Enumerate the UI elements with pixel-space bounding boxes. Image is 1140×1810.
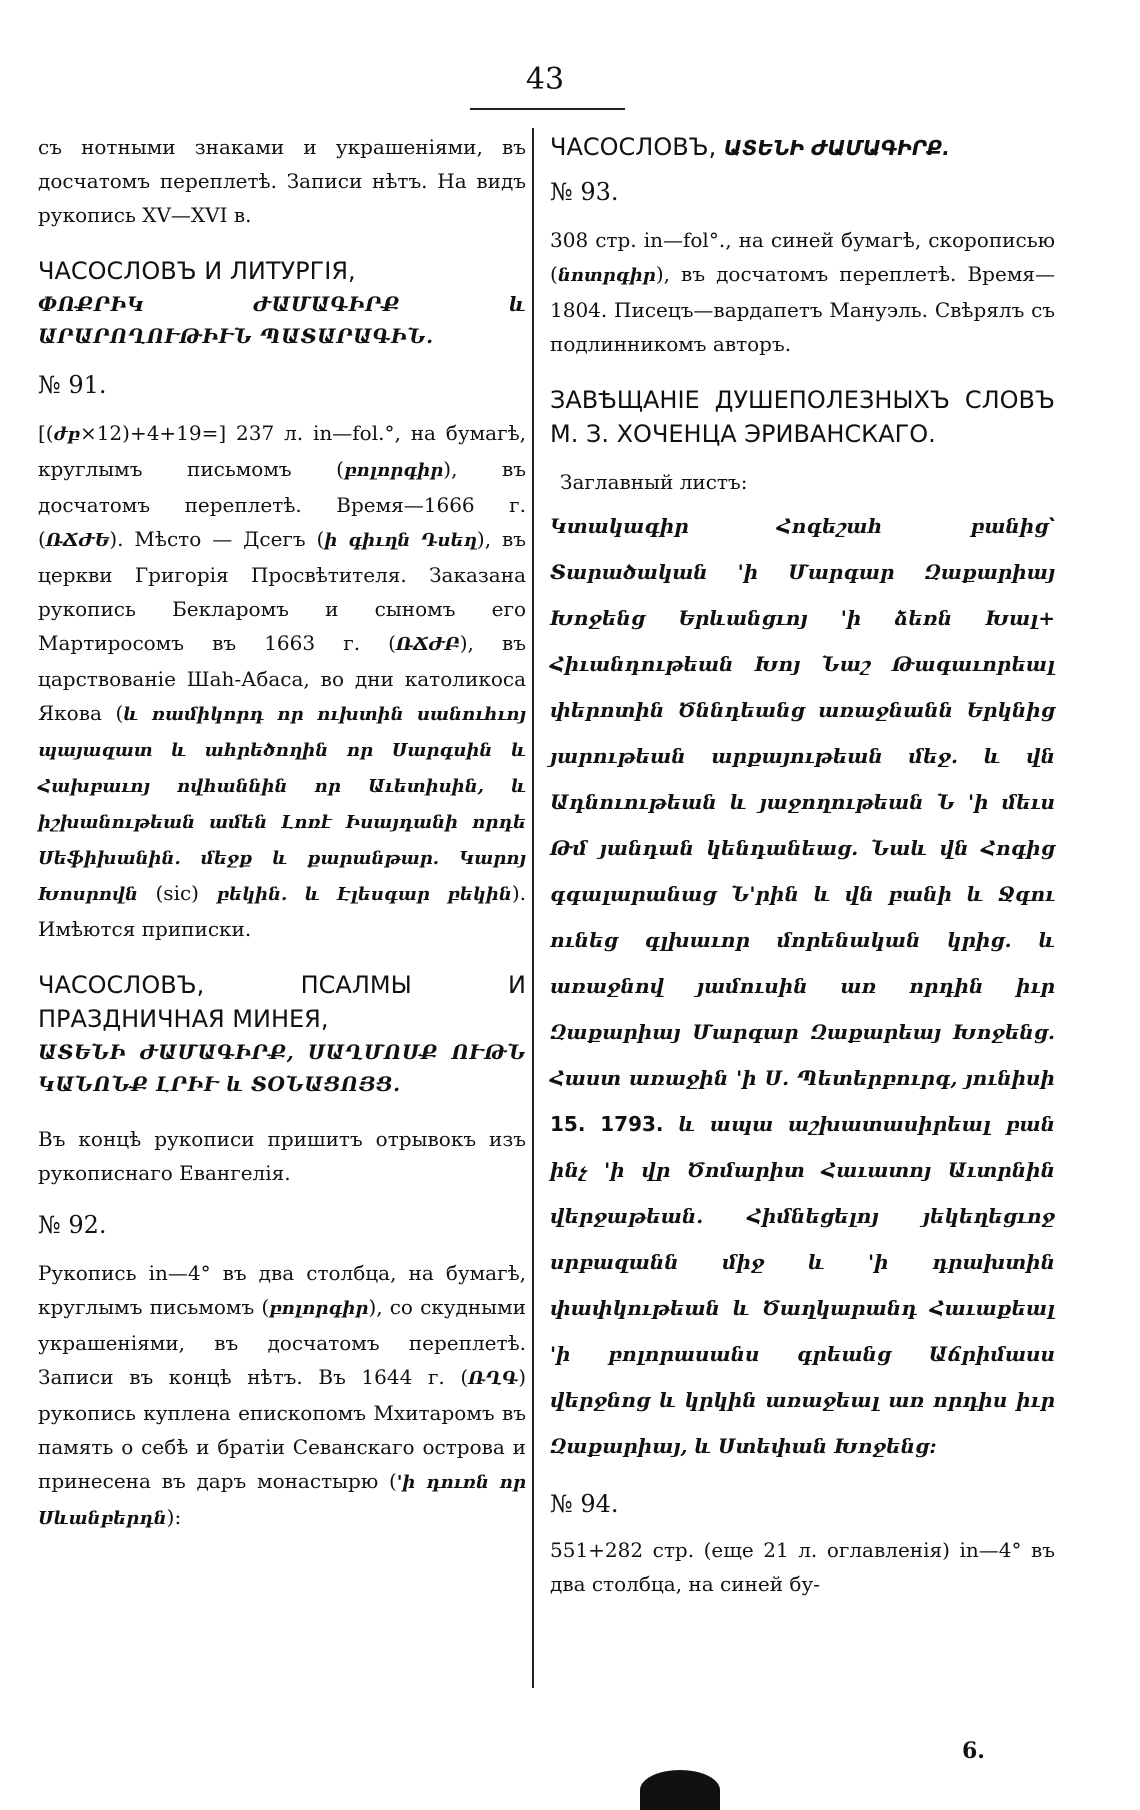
signature-mark: 6.	[962, 1738, 985, 1764]
entry-93-heading-armenian: ԱՏԵՆԻ ԺԱՄԱԳԻՐՔ.	[723, 136, 950, 160]
entry-91-text: ), въ царствованіе Шаh-Абаса, во дни католикоса Якова (	[38, 631, 526, 725]
entry-92-number: № 92.	[38, 1211, 107, 1239]
entry-92-text: ):	[166, 1505, 182, 1529]
entry-92-description	[38, 1256, 526, 1536]
armenian-inline: և ռամիկորդ որ ուխտին սանուհւոյ պայազատ և ահրեծողին որ Սարգսին և Հախբաւոյ ովհաննին որ Աւետիսին, և իշխանութեան ամեն Լոռէ Իսայդանի որդե Սեֆիխանին. մեջք և քարանթար. Կարոյ Խոսրովն	[38, 704, 526, 905]
entry-91-text: ). Мѣсто — Дсегъ (	[109, 527, 325, 551]
armenian-block-2: և ապա աշխատասիրեալ բան ինչ 'ի վր Ծոմարիտ Հաւատոյ Աւտրնին վերջաթեան. Հիմնեցելոյ յեկեղեցւոջ սրբազանն միջ և 'ի դրախտին փափկութեան և Ծաղկարանդ Հաւաքեալ 'ի բոլորասանս գրեանց Աճրիմասս վերջնոց և կրկին առաջեալ առ որդիս իւր Զաքարիայ, և Ստեփան Խոջենց:	[550, 1112, 1055, 1458]
entry-91-text: [(	[38, 421, 54, 445]
page-number: 43	[525, 62, 565, 97]
armenian-inline: բեկին. և Էլեսգար բեկին	[216, 884, 512, 905]
entry-93-text: 308 стр. in—fol°., на синей бумагѣ, скорописью (	[550, 228, 1055, 286]
entry-93-description	[550, 223, 1055, 361]
entry-91-text: ). Имѣются приписки.	[38, 881, 526, 941]
entry-92-text: ), со скудными украшеніями, въ досчатомъ переплетѣ. Записи въ концѣ нѣтъ. Въ 1644 г. (	[38, 1295, 526, 1389]
column-divider	[532, 128, 534, 1688]
entry-91-text: (sic)	[138, 881, 217, 905]
entry-91-description	[38, 416, 526, 946]
entry-92-text: ) рукопись куплена епископомъ Мхитаромъ въ память о себѣ и братіи Севанскаго острова и принесена въ даръ монастырю (	[38, 1365, 526, 1493]
entry-93-number: № 93.	[550, 178, 619, 206]
armenian-inline: ՌՃԺԲ	[395, 634, 460, 655]
armenian-inline: ՌՃԺԵ	[45, 530, 110, 551]
entry-91-number: № 91.	[38, 371, 107, 399]
armenian-inline: բոլորգիր	[269, 1298, 369, 1319]
entry-91-text: ), въ досчатомъ переплетѣ. Время—1666 г. (	[38, 457, 526, 551]
entry-94-number: № 94.	[550, 1490, 619, 1518]
armenian-inline: 'ի դուռն որ Սևանբերդն	[38, 1472, 526, 1529]
armenian-inline: ժբ	[53, 424, 80, 445]
ink-blot	[640, 1770, 720, 1810]
entry-92-note: Въ концѣ рукописи пришитъ отрывокъ изъ рукописнаго Евангелія.	[38, 1127, 526, 1185]
armenian-inline: ՌՂԳ	[468, 1368, 519, 1389]
armenian-inline: ի գիւղն Դսեղ	[324, 530, 477, 551]
armenian-inline: նոտրգիր	[557, 265, 656, 286]
entry-92-heading: ЧАСОСЛОВЪ, ПСАЛМЫ И ПРАЗДНИЧНАЯ МИНЕЯ,	[38, 971, 526, 1033]
entry-91-text: ), въ церкви Григорія Просвѣтителя. Заказана рукопись Бекларомъ и сыномъ его Мартиросомъ въ 1663 г. (	[38, 527, 526, 655]
armenian-date: 15. 1793.	[550, 1112, 664, 1136]
armenian-title-page-text	[550, 503, 1055, 1469]
left-column	[38, 130, 526, 1536]
right-column	[550, 130, 1055, 1601]
entry-92-armenian-title: ԱՏԵՆԻ ԺԱՄԱԳԻՐՔ, ՍԱՂՄՈՍՔ ՈՒԹՆ ԿԱՆՈՆՔ ԼՐԻՒ և ՏՕՆԱՑՈՅՑ.	[38, 1040, 526, 1096]
title-page-label: Заглавный листъ:	[560, 470, 748, 494]
testament-heading: ЗАВѢЩАНІЕ ДУШЕПОЛЕЗНЫХЪ СЛОВЪ М. З. ХОЧЕНЦА ЭРИВАНСКАГО.	[550, 386, 1055, 448]
entry-94-description: 551+282 стр. (еще 21 л. оглавленія) in—4° въ два столбца, на синей бу-	[550, 1538, 1055, 1596]
entry-91-heading: ЧАСОСЛОВЪ И ЛИТУРГІЯ,	[38, 257, 356, 285]
continuation-paragraph: съ нотными знаками и украшеніями, въ досчатомъ переплетѣ. Записи нѣтъ. На видъ рукопись XV—XVI в.	[38, 135, 526, 227]
entry-93-heading-russian: ЧАСОСЛОВЪ,	[550, 133, 724, 161]
entry-91-text: ×12)+4+19=] 237 л. in—fol.°, на бумагѣ, круглымъ письмомъ (	[38, 421, 526, 481]
entry-93-text: ), въ досчатомъ переплетѣ. Время—1804. Писецъ—вардапетъ Мануэль. Свѣрялъ съ подлинникомъ авторъ.	[550, 262, 1055, 356]
entry-91-armenian-title: ՓՈՔՐԻԿ ԺԱՄԱԳԻՐՔ և ԱՐԱՐՈՂՈՒԹԻՒՆ ՊԱՏԱՐԱԳԻՆ.	[38, 292, 526, 348]
armenian-inline: բոլորգիր	[343, 460, 444, 481]
entry-93-heading	[550, 130, 1055, 165]
header-rule	[470, 108, 625, 110]
armenian-block-1: Կտակագիր Հոգեշահ բանից՝ Տարածական 'ի Մարգար Զաքարիայ Խոջենց Երևանցւոյ 'ի ձեռն Խալ+ Հիւանդութեան Խոյ Նաշ Թագաւորեալ փերոտին Ծննդեանց առաջնանն Երկնից յարութեան արքայութեան մեջ. և վն Ադնուութեան և յաջողութեան Ն 'ի մեւս Թմ յանդան կենդանեաց. Նաև վն Հոգից գգալարանաց Ն'րին և վն բանի և Ջգու ունեց գլխաւոր մորենական կրից. և առաջնով յամուսին առ որդին իւր Զաքարիայ Մարգար Զաքարեայ Խոջենց. Հաստ առաջին 'ի Ս. Պետերբուրգ, յունիսի	[550, 514, 1055, 1090]
entry-92-text: Рукопись in—4° въ два столбца, на бумагѣ, круглымъ письмомъ (	[38, 1261, 526, 1319]
